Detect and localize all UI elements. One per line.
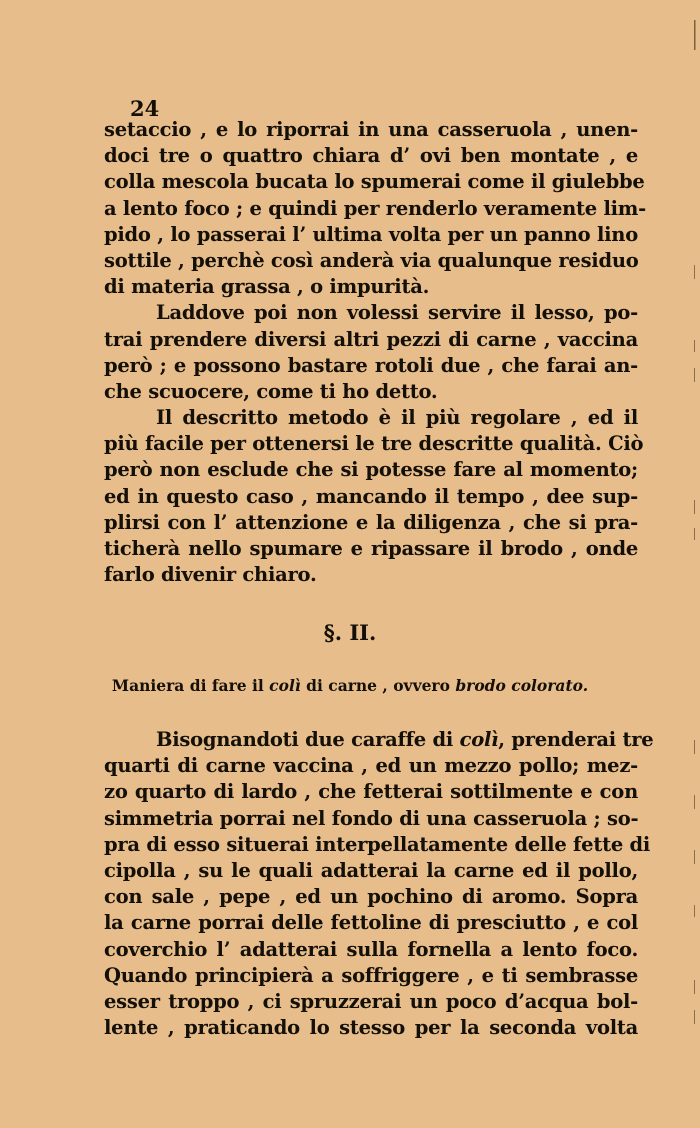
text-italic: colì (459, 728, 499, 751)
subtitle-text: Maniera di fare il (111, 676, 270, 695)
text-line: a lento foco ; e quindi per renderlo veramente lim- (104, 196, 647, 220)
text-line (104, 727, 654, 753)
text-line: quarti di carne vaccina , ed un mezzo pollo; mez- (104, 754, 638, 778)
text-line: sottile , perchè così anderà via qualunque residuo (104, 248, 639, 272)
text-line: la carne porrai delle fettoline di presciutto , e col (104, 911, 638, 935)
text-line: con sale , pepe , ed un pochino di aromo. Sopra (104, 885, 638, 909)
text-line: pra di esso situerai interpellatamente delle fette di (104, 832, 651, 856)
text-line: però ; e possono bastare rotoli due , che farai an- (104, 353, 638, 377)
text-line: più facile per ottenersi le tre descritte qualità. Ciò (104, 432, 644, 456)
text-line: ed in questo caso , mancando il tempo , dee sup- (104, 484, 638, 508)
text-fragment: Bisognandoti due caraffe di (156, 728, 460, 751)
text-line: esser troppo , ci spruzzerai un poco d’acqua bol- (104, 989, 638, 1013)
text-line: cipolla , su le quali adatterai la carne ed il pollo, (104, 858, 638, 882)
text-line: simmetria porrai nel fondo di una casseruola ; so- (104, 806, 639, 830)
subtitle-text: di carne , ovvero (300, 676, 456, 695)
text-line: Quando principierà a soffriggere , e ti sembrasse (104, 963, 638, 987)
body-text-top (104, 117, 647, 588)
text-line: che scuocere, come ti ho detto. (104, 379, 438, 403)
text-line: Il descritto metodo è il più regolare , ed il (156, 406, 638, 430)
subtitle-italic: colì (269, 676, 301, 695)
page-number: 24 (130, 96, 160, 121)
subtitle-italic: brodo colorato. (455, 676, 589, 695)
text-line: setaccio , e lo riporrai in una casseruola , unen- (104, 118, 638, 141)
body-text-section (104, 727, 654, 1041)
text-line: plirsi con l’ attenzione e la diligenza , che si pra- (104, 510, 638, 534)
section-heading: §. II. (323, 620, 377, 645)
text-line: farlo divenir chiaro. (104, 563, 317, 587)
page-edge-marks (694, 0, 696, 1124)
text-line: pido , lo passerai l’ ultima volta per un panno lino (104, 222, 638, 246)
text-line: trai prendere diversi altri pezzi di carne , vaccina (104, 327, 638, 351)
text-line: lente , praticando lo stesso per la seconda volta (104, 1016, 638, 1040)
text-line: colla mescola bucata lo spumerai come il giulebbe (104, 170, 645, 194)
text-fragment: , prenderai tre (498, 728, 654, 751)
text-line: zo quarto di lardo , che fetterai sottilmente e con (104, 780, 638, 804)
text-line: ticherà nello spumare e ripassare il brodo , onde (104, 537, 638, 560)
text-line: di materia grassa , o impurità. (104, 275, 430, 299)
text-line: doci tre o quattro chiara d’ ovi ben montate , e (104, 144, 638, 168)
text-line: coverchio l’ adatterai sulla fornella a lento foco. (104, 937, 638, 961)
section-subtitle (0, 676, 700, 695)
text-line: Laddove poi non volessi servire il lesso, po- (156, 301, 638, 325)
text-line: però non esclude che si potesse fare al momento; (104, 458, 638, 482)
edge-marks-graphic (694, 0, 696, 1124)
